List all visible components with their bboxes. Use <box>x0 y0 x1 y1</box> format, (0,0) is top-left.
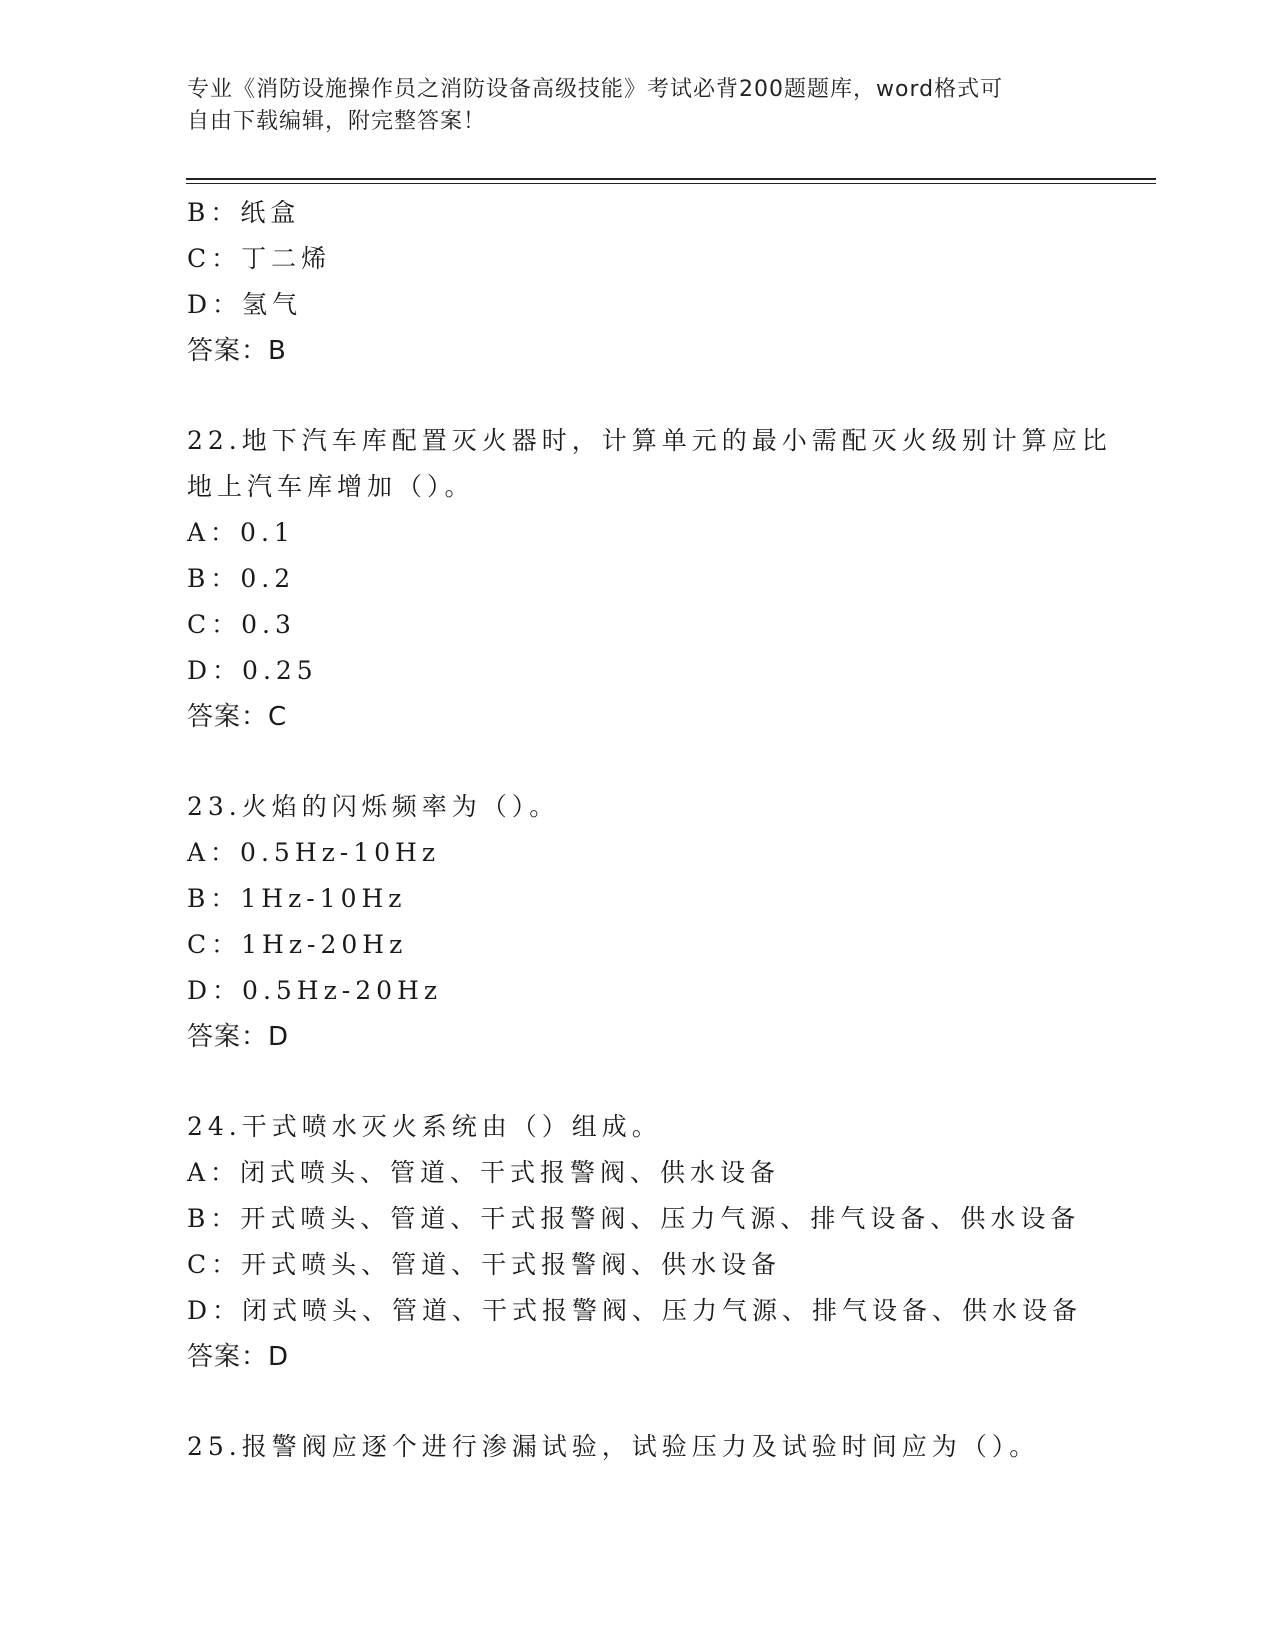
question-list <box>187 190 1147 1470</box>
q22-option-d: D：0.25 <box>187 656 318 685</box>
q22-stem-line-2: 地上汽车库增加（）。 <box>187 472 475 501</box>
question-24 <box>187 1104 1147 1380</box>
q24-option-d: D：闭式喷头、管道、干式报警阀、压力气源、排气设备、供水设备 <box>187 1296 1083 1325</box>
q22-option-c: C：0.3 <box>187 610 296 639</box>
q21-option-c: C：丁二烯 <box>187 244 332 273</box>
q25-stem: 25.报警阀应逐个进行渗漏试验，试验压力及试验时间应为（）。 <box>187 1432 1040 1461</box>
q21-answer: 答案：B <box>187 336 287 366</box>
q23-option-c: C：1Hz-20Hz <box>187 930 408 959</box>
q22-stem-line-1: 22.地下汽车库配置灭火器时，计算单元的最小需配灭火级别计算应比 <box>187 426 1112 455</box>
header-line-2: 自由下载编辑，附完整答案！ <box>187 109 487 134</box>
q21-option-d: D：氢气 <box>187 290 303 319</box>
q22-option-b: B：0.2 <box>187 564 296 593</box>
q22-answer: 答案：C <box>187 702 288 732</box>
page-header <box>187 74 1087 138</box>
question-spacer <box>187 740 1147 784</box>
question-spacer <box>187 1060 1147 1104</box>
q24-answer: 答案：D <box>187 1342 290 1372</box>
question-22 <box>187 418 1147 740</box>
question-spacer <box>187 1380 1147 1424</box>
q24-stem: 24.干式喷水灭火系统由（）组成。 <box>187 1112 662 1141</box>
q21-option-b: B：纸盒 <box>187 198 301 227</box>
q23-option-d: D：0.5Hz-20Hz <box>187 976 443 1005</box>
q22-option-a: A：0.1 <box>187 518 295 547</box>
q23-answer: 答案：D <box>187 1022 290 1052</box>
question-25 <box>187 1424 1147 1470</box>
question-spacer <box>187 374 1147 418</box>
q24-option-b: B：开式喷头、管道、干式报警阀、压力气源、排气设备、供水设备 <box>187 1204 1081 1233</box>
q24-option-a: A：闭式喷头、管道、干式报警阀、供水设备 <box>187 1158 781 1187</box>
header-line-1: 专业《消防设施操作员之消防设备高级技能》考试必背200题题库，word格式可 <box>187 77 1004 102</box>
question-23 <box>187 784 1147 1060</box>
header-divider-thin <box>186 183 1156 184</box>
question-21 <box>187 190 1147 374</box>
q24-option-c: C：开式喷头、管道、干式报警阀、供水设备 <box>187 1250 782 1279</box>
q23-option-b: B：1Hz-10Hz <box>187 884 407 913</box>
q23-option-a: A：0.5Hz-10Hz <box>187 838 441 867</box>
header-divider-thick <box>186 178 1156 180</box>
q23-stem: 23.火焰的闪烁频率为（）。 <box>187 792 560 821</box>
